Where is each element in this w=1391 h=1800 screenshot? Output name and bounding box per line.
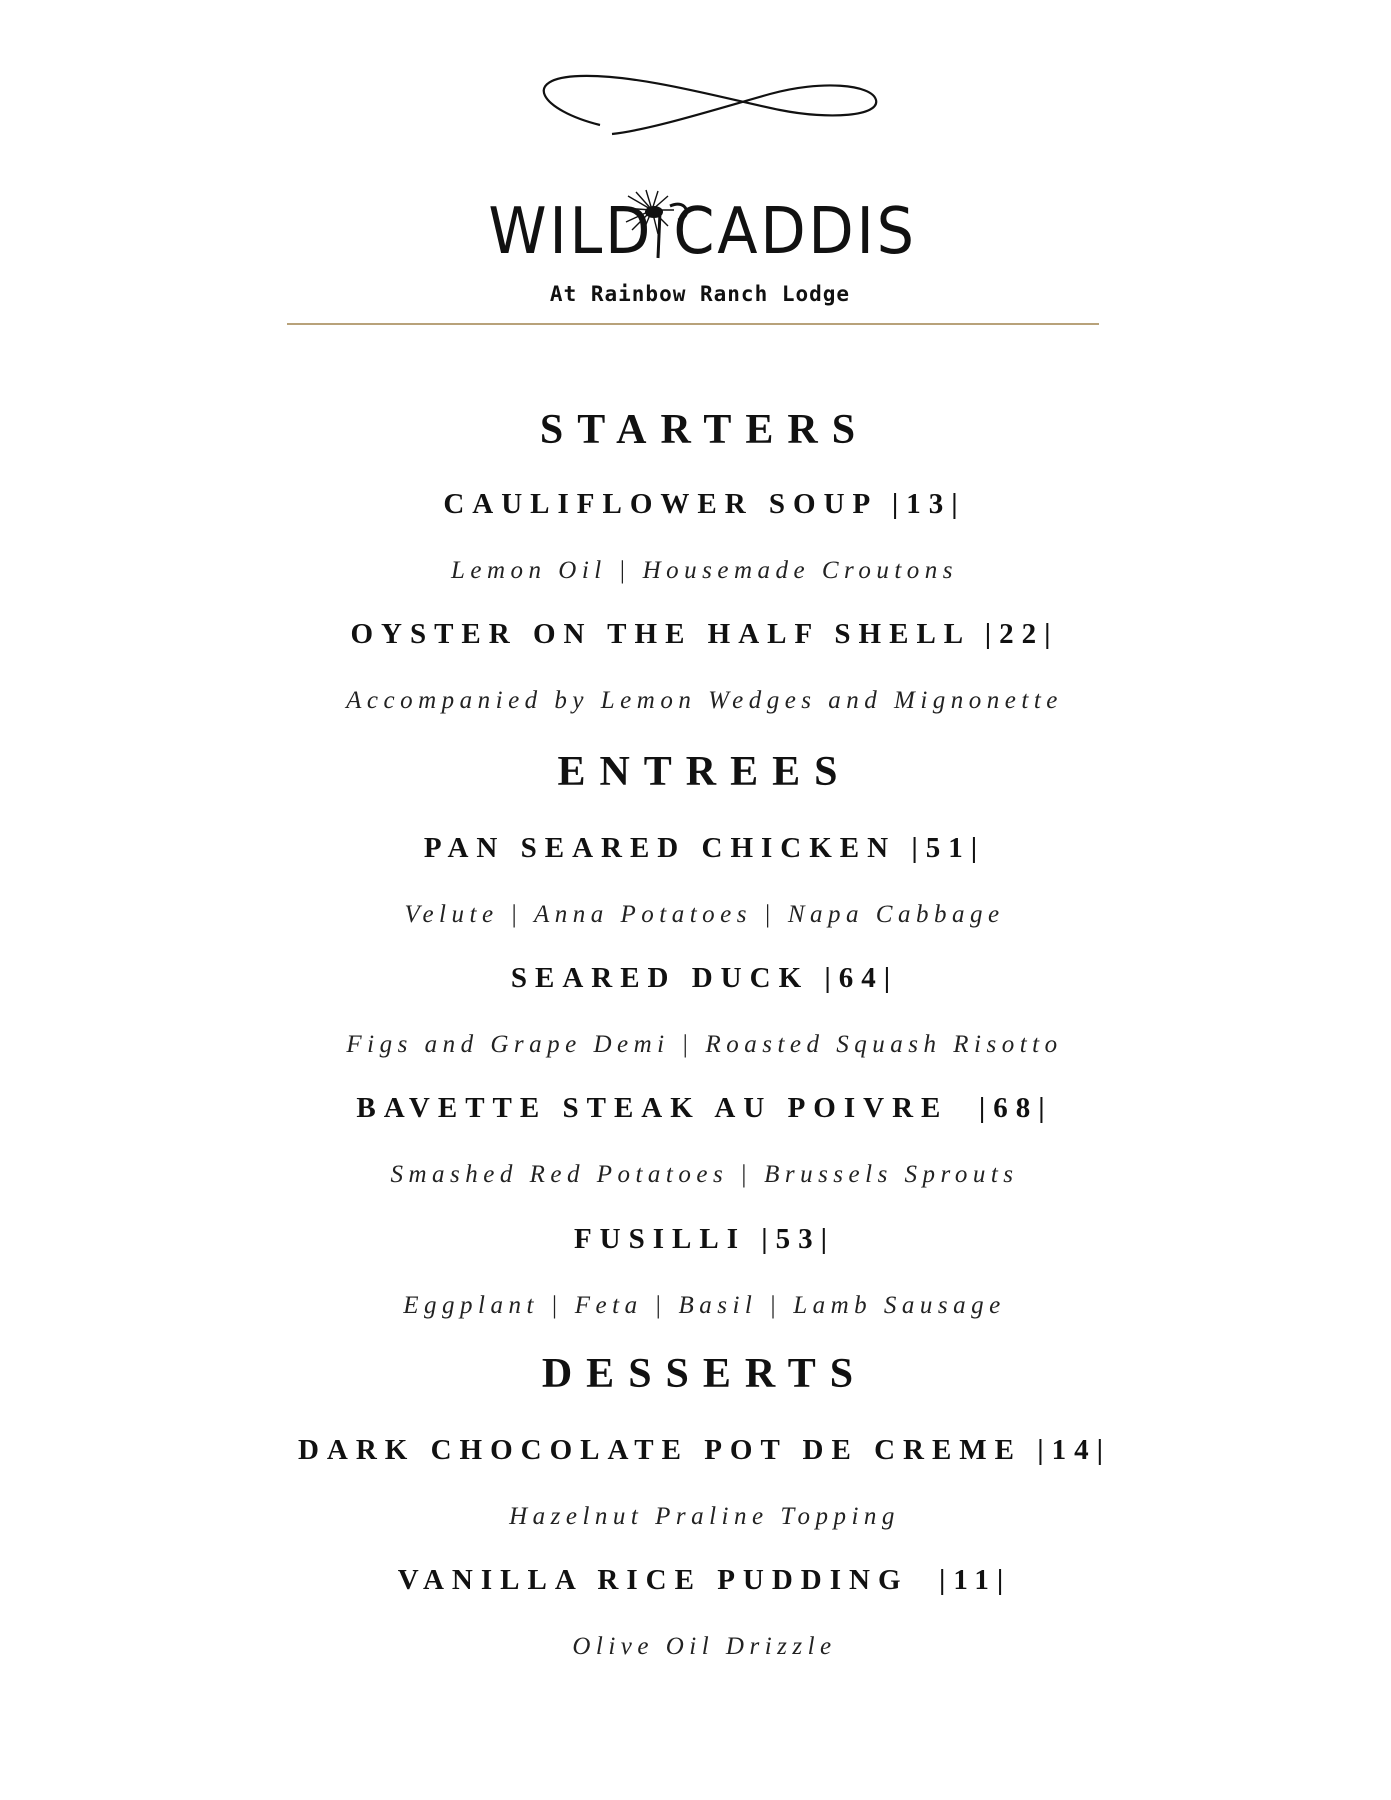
- section-title-desserts: DESSERTS: [541, 1351, 868, 1397]
- menu-item-description: Smashed Red Potatoes | Brussels Sprouts: [390, 1161, 1019, 1188]
- menu-item-name: SEARED DUCK |64|: [510, 962, 899, 994]
- header-divider: [287, 323, 1099, 325]
- menu-item-name: CAULIFLOWER SOUP |13|: [443, 488, 966, 520]
- menu-item-name: PAN SEARED CHICKEN |51|: [423, 832, 986, 864]
- restaurant-logo: [470, 60, 930, 306]
- section-title-entrees: ENTREES: [557, 749, 852, 795]
- logo-word-caddis: CADDIS: [673, 195, 917, 269]
- section-title-starters: STARTERS: [539, 407, 870, 453]
- menu-item-description: Accompanied by Lemon Wedges and Mignonette: [346, 687, 1063, 714]
- menu-item-description: Olive Oil Drizzle: [572, 1633, 837, 1660]
- menu-item-description: Figs and Grape Demi | Roasted Squash Risotto: [346, 1031, 1063, 1058]
- menu-item-description: Eggplant | Feta | Basil | Lamb Sausage: [403, 1292, 1006, 1319]
- menu-item-name: DARK CHOCOLATE POT DE CREME |14|: [297, 1434, 1112, 1466]
- logo-word-wild: WILD: [488, 195, 654, 269]
- logo-subtitle: At Rainbow Ranch Lodge: [549, 282, 851, 306]
- menu-item-description: Velute | Anna Potatoes | Napa Cabbage: [404, 901, 1005, 928]
- menu-item-name: OYSTER ON THE HALF SHELL |22|: [350, 618, 1059, 650]
- menu-item-name: BAVETTE STEAK AU POIVRE |68|: [356, 1092, 1053, 1124]
- menu-item-name: VANILLA RICE PUDDING |11|: [397, 1564, 1012, 1596]
- menu-item-description: Hazelnut Praline Topping: [509, 1503, 900, 1530]
- menu-item-description: Lemon Oil | Housemade Croutons: [450, 557, 959, 584]
- logo-wordmark: [488, 195, 917, 269]
- fishing-line-loop-icon: [530, 70, 890, 150]
- menu-item-name: FUSILLI |53|: [573, 1223, 836, 1255]
